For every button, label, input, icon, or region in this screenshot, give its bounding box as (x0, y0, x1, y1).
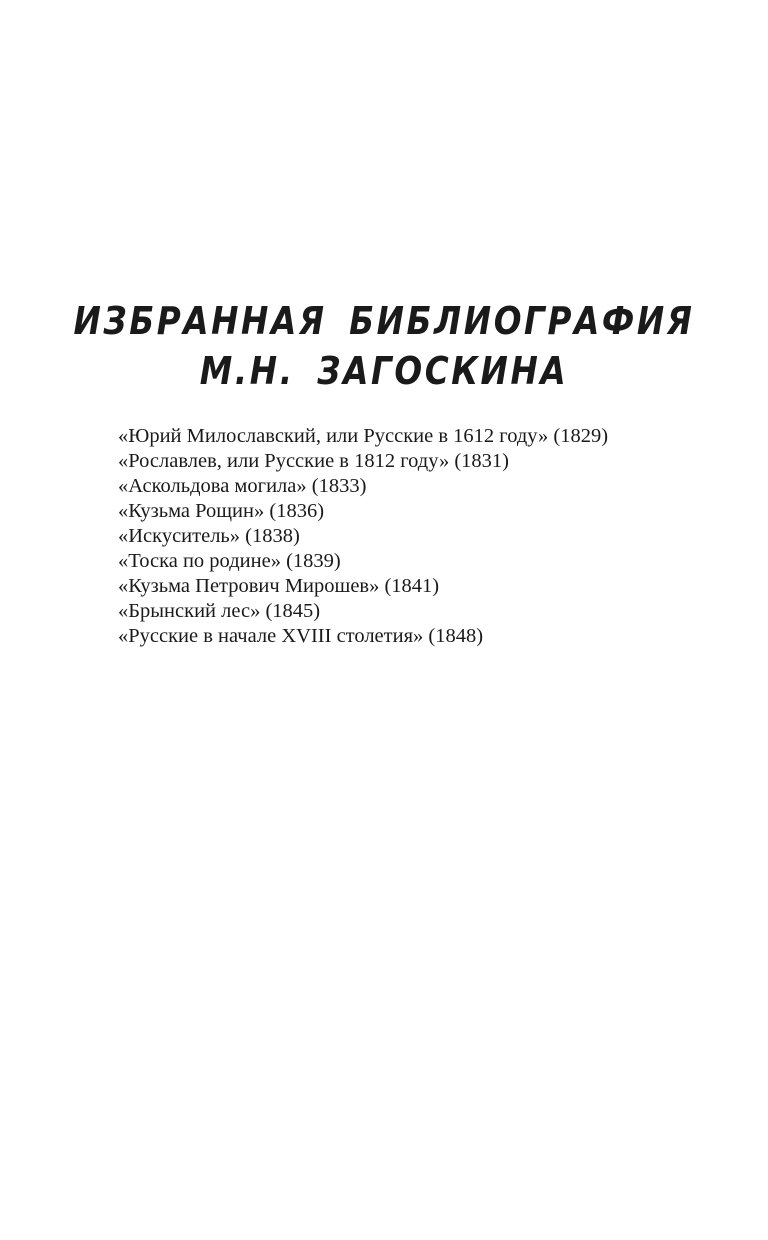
title-line-2: М.Н. ЗАГОСКИНА (199, 349, 569, 394)
bibliography-item: «Тоска по родине» (1839) (118, 550, 341, 572)
bibliography-item: «Искуситель» (1838) (118, 525, 300, 547)
title-line-1: ИЗБРАННАЯ БИБЛИОГРАФИЯ (73, 299, 695, 344)
bibliography-item: «Юрий Милославский, или Русские в 1612 году» (1829) (118, 425, 609, 447)
bibliography-item: «Русские в начале XVIII столетия» (1848) (118, 625, 484, 647)
bibliography-item: «Брынский лес» (1845) (118, 600, 321, 622)
page-title (54, 297, 714, 395)
bibliography-list (118, 424, 738, 649)
bibliography-item: «Кузьма Рощин» (1836) (118, 500, 325, 522)
bibliography-item: «Кузьма Петрович Мирошев» (1841) (118, 575, 440, 597)
bibliography-item: «Аскольдова могила» (1833) (118, 475, 367, 497)
bibliography-item: «Рославлев, или Русские в 1812 году» (1831) (118, 450, 510, 472)
